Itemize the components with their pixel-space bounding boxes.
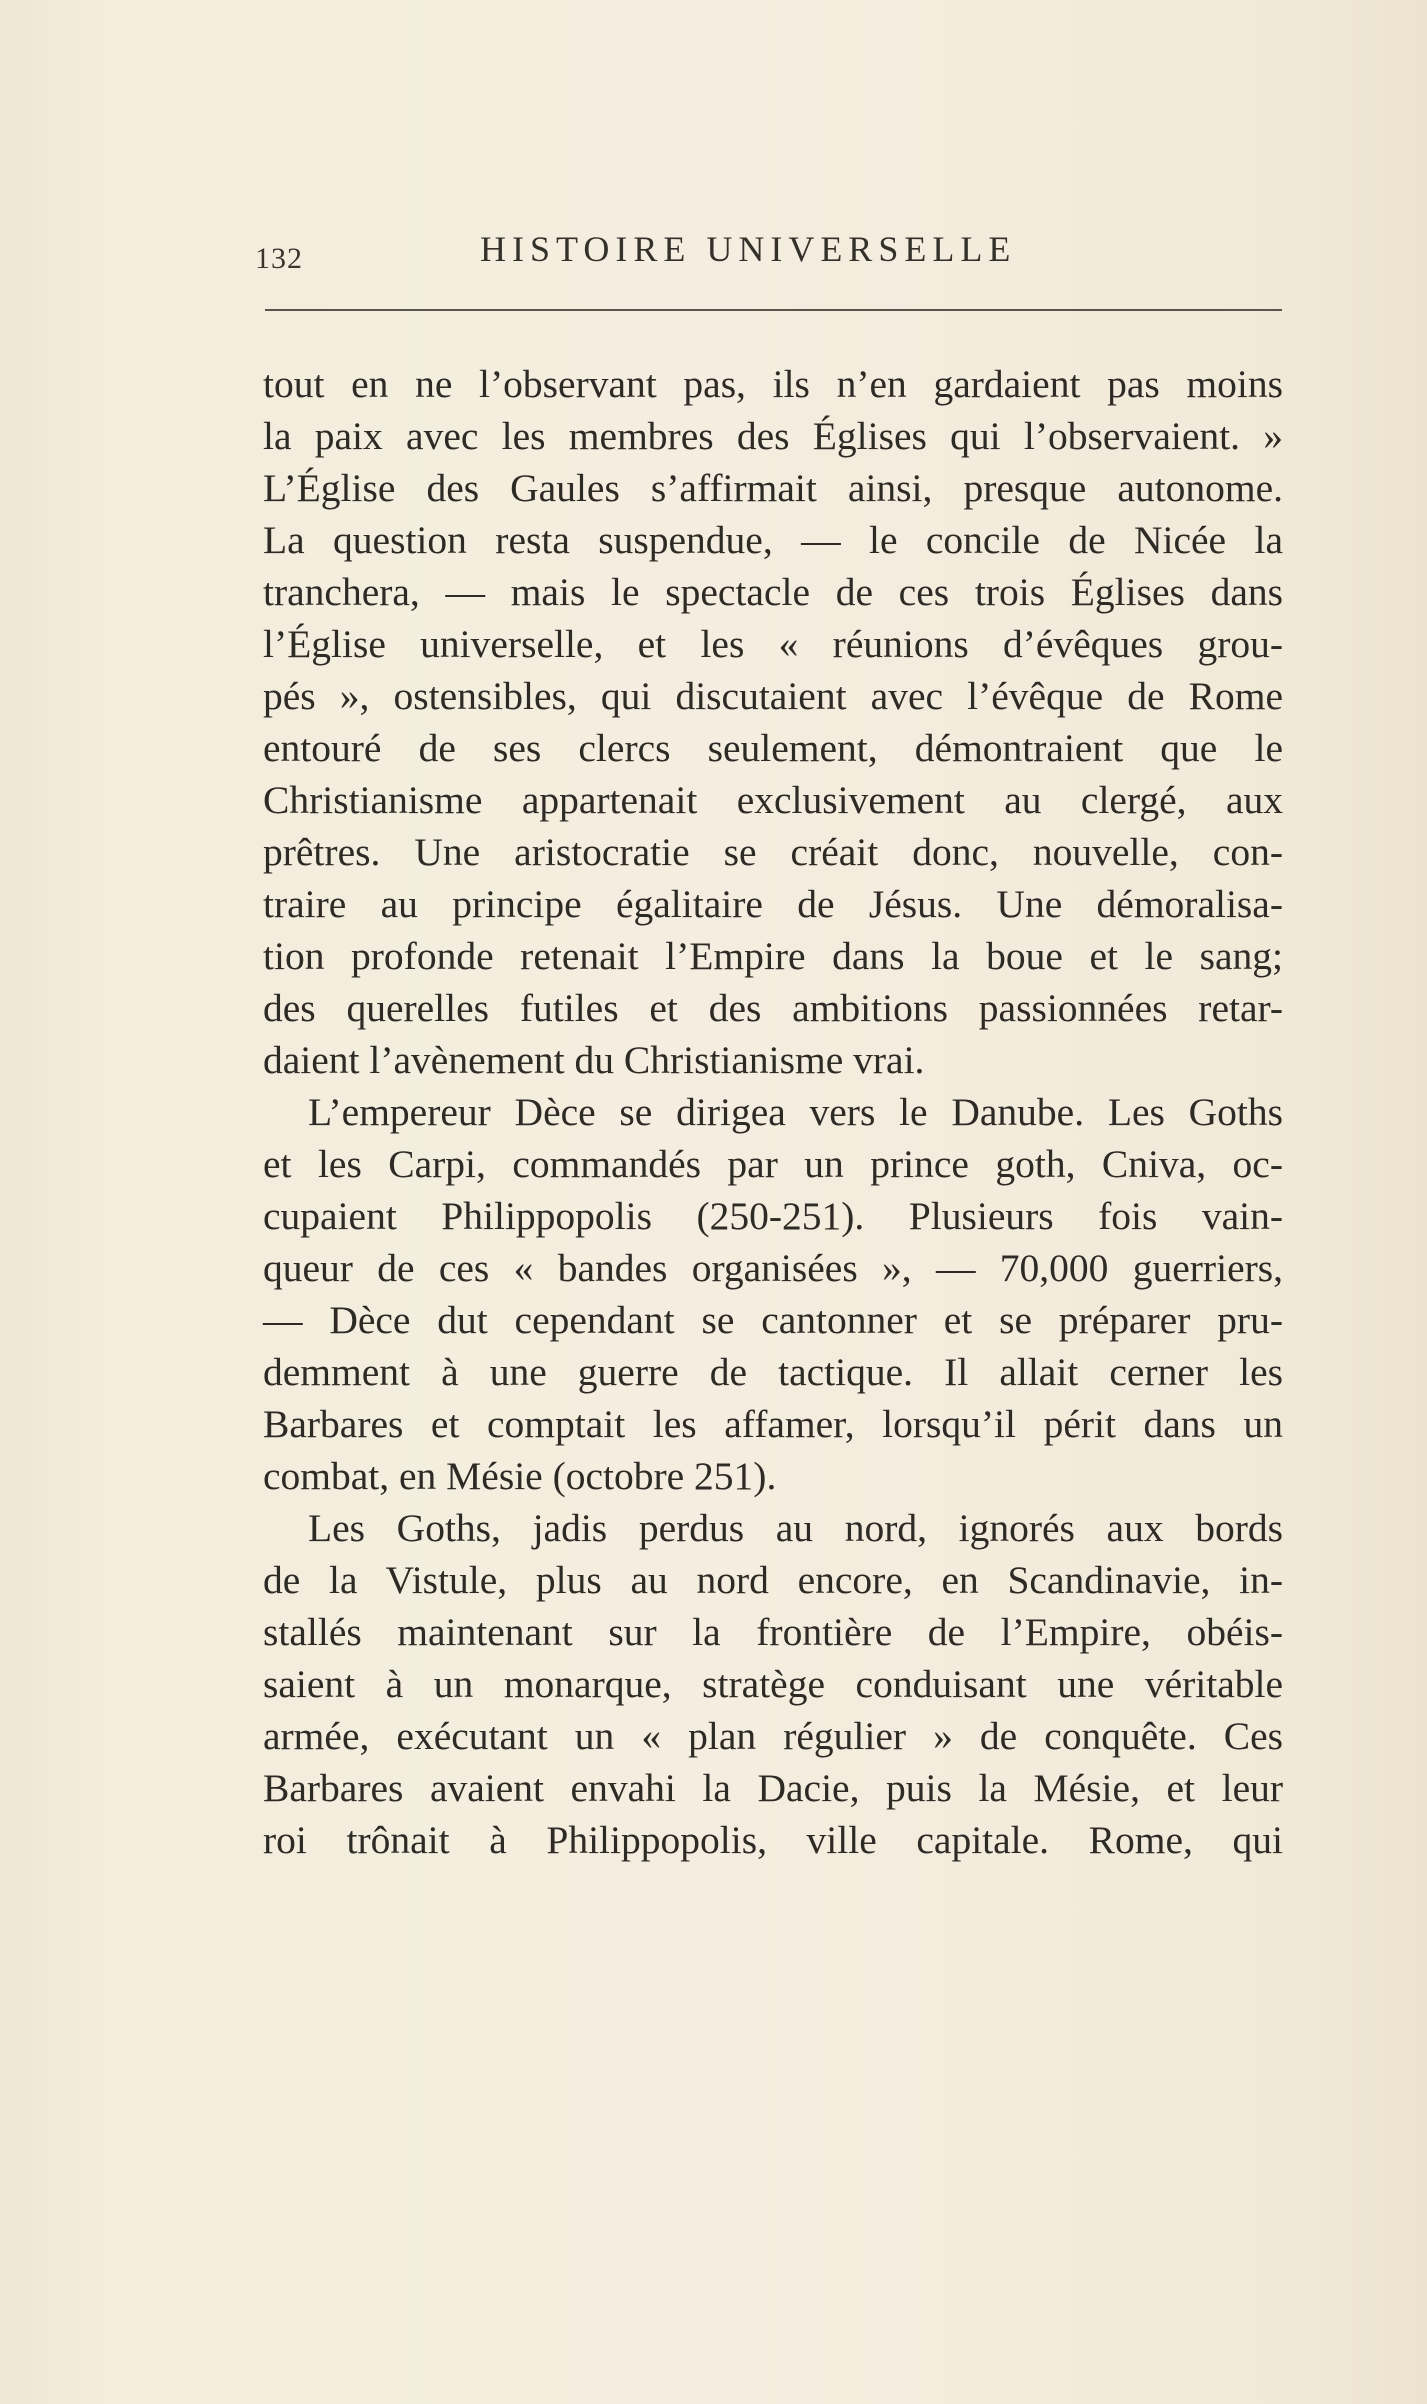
text-line: tion profonde retenait l’Empire dans la boue et le sang; xyxy=(263,934,1283,978)
text-line: tranchera, — mais le spectacle de ces trois Églises dans xyxy=(263,570,1283,614)
text-line: de la Vistule, plus au nord encore, en Scandinavie, in- xyxy=(263,1558,1283,1602)
text-line: et les Carpi, commandés par un prince goth, Cniva, oc- xyxy=(263,1142,1283,1186)
text-line: Barbares et comptait les affamer, lorsqu’il périt dans un xyxy=(263,1402,1283,1446)
text-line: traire au principe égalitaire de Jésus. Une démoralisa- xyxy=(263,882,1283,926)
text-line: L’empereur Dèce se dirigea vers le Danube. Les Goths xyxy=(308,1090,1283,1134)
text-line: armée, exécutant un « plan régulier » de conquête. Ces xyxy=(263,1714,1283,1758)
text-line: Barbares avaient envahi la Dacie, puis la Mésie, et leur xyxy=(263,1766,1283,1810)
page-number: 132 xyxy=(255,242,303,275)
text-line: La question resta suspendue, — le concile de Nicée la xyxy=(263,518,1283,562)
text-line: saient à un monarque, stratège conduisant une véritable xyxy=(263,1662,1283,1706)
text-line: L’Église des Gaules s’affirmait ainsi, presque autonome. xyxy=(263,466,1283,510)
text-line: roi trônait à Philippopolis, ville capitale. Rome, qui xyxy=(263,1818,1283,1862)
text-line: daient l’avènement du Christianisme vrai. xyxy=(263,1038,925,1082)
text-line: des querelles futiles et des ambitions passionnées retar- xyxy=(263,986,1283,1030)
text-line: entouré de ses clercs seulement, démontraient que le xyxy=(263,726,1283,770)
text-line: queur de ces « bandes organisées », — 70,000 guerriers, xyxy=(263,1246,1283,1290)
text-line: la paix avec les membres des Églises qui l’observaient. » xyxy=(263,414,1283,458)
text-line: combat, en Mésie (octobre 251). xyxy=(263,1454,777,1498)
text-line: demment à une guerre de tactique. Il allait cerner les xyxy=(263,1350,1283,1394)
header-rule xyxy=(265,309,1282,311)
text-line: pés », ostensibles, qui discutaient avec l’évêque de Rome xyxy=(263,674,1283,718)
text-line: stallés maintenant sur la frontière de l’Empire, obéis- xyxy=(263,1610,1283,1654)
text-line: prêtres. Une aristocratie se créait donc, nouvelle, con- xyxy=(263,830,1283,874)
text-line: cupaient Philippopolis (250-251). Plusieurs fois vain- xyxy=(263,1194,1283,1238)
text-line: l’Église universelle, et les « réunions d’évêques grou- xyxy=(263,622,1283,666)
text-line: — Dèce dut cependant se cantonner et se préparer pru- xyxy=(263,1298,1283,1342)
text-line: tout en ne l’observant pas, ils n’en gardaient pas moins xyxy=(263,362,1283,406)
body-text xyxy=(263,358,1283,1866)
text-line: Les Goths, jadis perdus au nord, ignorés aux bords xyxy=(308,1506,1283,1550)
running-title: HISTOIRE UNIVERSELLE xyxy=(480,229,1017,269)
text-line: Christianisme appartenait exclusivement au clergé, aux xyxy=(263,778,1283,822)
